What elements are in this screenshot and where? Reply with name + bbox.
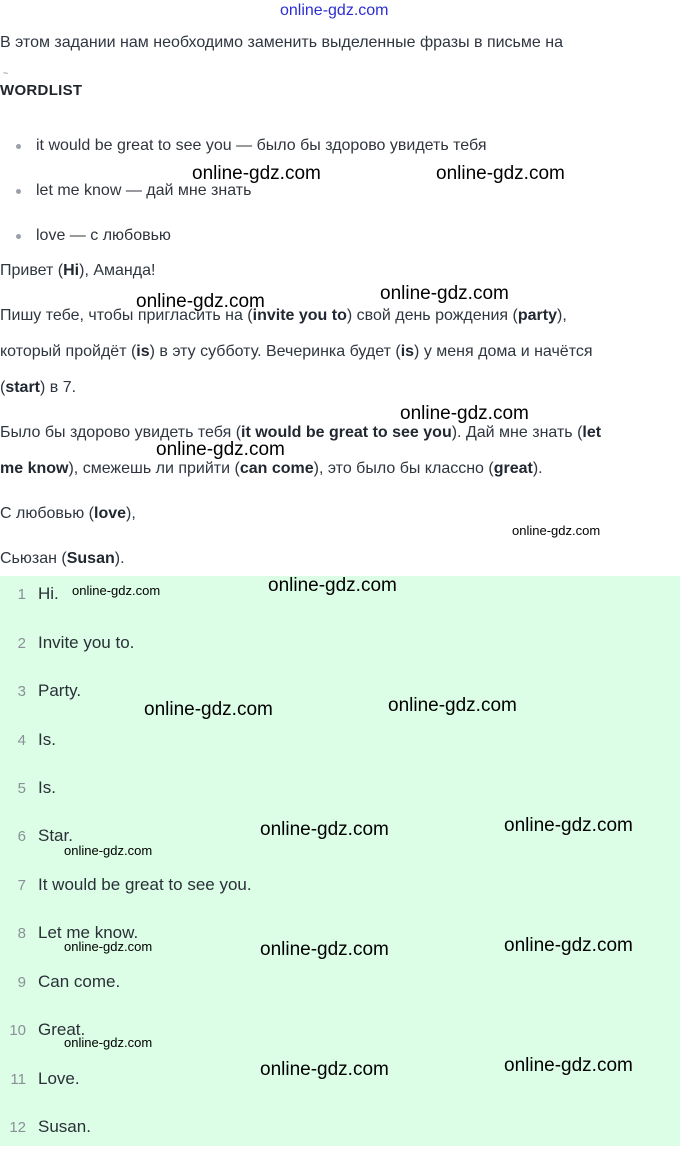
watermark: online-gdz.com xyxy=(260,819,389,840)
letter-line: Пишу тебе, чтобы пригласить на (invite you to) свой день рождения (party), xyxy=(0,307,567,324)
answer-text: Hi. xyxy=(38,584,59,603)
wordlist-item: let me know — дай мне знать xyxy=(36,182,252,199)
answer-text: Can come. xyxy=(38,972,121,991)
answer-number: 1 xyxy=(17,586,26,603)
answer-row xyxy=(0,633,680,673)
intro-text: В этом задании нам необходимо заменить выделенные фразы в письме на xyxy=(0,34,563,51)
watermark: online-gdz.com xyxy=(380,283,509,304)
answer-text: Star. xyxy=(38,826,73,845)
watermark: online-gdz.com xyxy=(64,939,153,954)
watermark: online-gdz.com xyxy=(512,523,601,538)
answer-text: Is. xyxy=(38,730,56,749)
watermark: online-gdz.com xyxy=(260,1059,389,1080)
answer-text: Susan. xyxy=(38,1117,91,1136)
answer-number: 7 xyxy=(17,877,26,894)
answer-number: 5 xyxy=(17,780,26,797)
answer-text: Party. xyxy=(38,681,82,700)
watermark: online-gdz.com xyxy=(136,291,265,312)
bullet-icon xyxy=(16,144,21,149)
answer-row xyxy=(0,972,680,1012)
answer-number: 3 xyxy=(17,683,26,700)
answer-number: 4 xyxy=(17,732,26,749)
answer-number: 8 xyxy=(17,925,26,942)
top-watermark: online-gdz.com xyxy=(280,2,389,19)
answer-text: Great. xyxy=(38,1020,86,1039)
watermark: online-gdz.com xyxy=(268,575,397,596)
bullet-icon xyxy=(16,189,21,194)
watermark: online-gdz.com xyxy=(192,163,321,184)
answer-text: Let me know. xyxy=(38,923,139,942)
wordlist-item: it would be great to see you — было бы здорово увидеть тебя xyxy=(36,137,487,154)
answer-number: 10 xyxy=(9,1022,26,1039)
answer-number: 2 xyxy=(17,635,26,652)
wordlist-heading: WORDLIST xyxy=(0,82,83,99)
intro-mark: ~ xyxy=(3,68,9,78)
answer-row xyxy=(0,730,680,770)
answer-number: 6 xyxy=(17,828,26,845)
wordlist-item: love — с любовью xyxy=(36,227,171,244)
letter-greeting: Привет (Hi), Аманда! xyxy=(0,262,156,279)
answer-text: Love. xyxy=(38,1069,80,1088)
answer-row xyxy=(0,778,680,818)
letter-line: me know), смежешь ли прийти (can come), это было бы классно (great). xyxy=(0,460,543,477)
letter-line: (start) в 7. xyxy=(0,379,77,396)
answer-text: Invite you to. xyxy=(38,633,135,652)
watermark: online-gdz.com xyxy=(260,939,389,960)
answer-text: Is. xyxy=(38,778,56,797)
watermark: online-gdz.com xyxy=(64,1035,153,1050)
watermark: online-gdz.com xyxy=(504,815,633,836)
answer-text: It would be great to see you. xyxy=(38,875,252,894)
watermark: online-gdz.com xyxy=(400,403,529,424)
watermark: online-gdz.com xyxy=(504,935,633,956)
answer-number: 9 xyxy=(17,974,26,991)
letter-signature: Сьюзан (Susan). xyxy=(0,550,125,567)
letter-closing: С любовью (love), xyxy=(0,505,136,522)
watermark: online-gdz.com xyxy=(156,439,285,460)
watermark: online-gdz.com xyxy=(64,843,153,858)
letter-line: Было бы здорово увидеть тебя (it would be great to see you). Дай мне знать (let xyxy=(0,424,602,441)
bullet-icon xyxy=(16,234,21,239)
watermark: online-gdz.com xyxy=(388,695,517,716)
answer-number: 11 xyxy=(10,1071,26,1088)
answer-number: 12 xyxy=(9,1119,26,1136)
watermark: online-gdz.com xyxy=(436,163,565,184)
answer-row xyxy=(0,1117,680,1157)
letter-line: который пройдёт (is) в эту субботу. Вечеринка будет (is) у меня дома и начётся xyxy=(0,343,593,360)
watermark: online-gdz.com xyxy=(504,1055,633,1076)
watermark: online-gdz.com xyxy=(144,699,273,720)
watermark: online-gdz.com xyxy=(72,583,161,598)
answer-row xyxy=(0,681,680,721)
answer-row xyxy=(0,875,680,915)
